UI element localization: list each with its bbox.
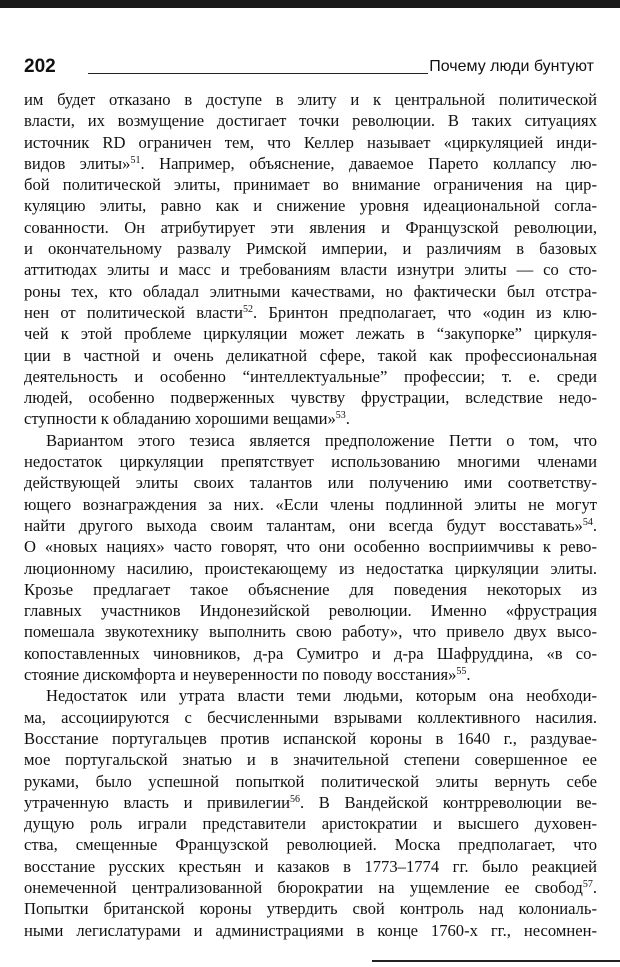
header-rule: [88, 73, 428, 74]
text-line: [24, 89, 597, 110]
line-text-continued: . В Вандейской контрреволюции ве-: [300, 792, 597, 812]
paragraph: [24, 89, 597, 430]
line-text-continued: . Бринтон предполагает, что «один из клю-: [253, 302, 597, 322]
text-line: [24, 195, 597, 216]
text-line: [24, 238, 597, 259]
text-line: [24, 366, 597, 387]
line-text: деятельность и особенно “интеллектуальные” профессии; т. е. среди: [24, 366, 597, 386]
line-text: люционному насилию, проистекающему из недостатка циркуляции элиты.: [24, 558, 597, 578]
line-text: онемеченной централизованной бюрократии на ущемление ее свобод: [24, 877, 583, 897]
line-text-continued: .: [592, 877, 597, 897]
line-text: ма, ассоциируются с бесчисленными взрывами коллективного насилия.: [24, 707, 597, 727]
top-border-rule: [0, 0, 620, 8]
text-line: [24, 451, 597, 472]
line-text: О «новых нациях» часто говорят, что они особенно восприимчивы к рево-: [24, 537, 597, 557]
line-text: аттитюдах элиты и масс и требованиям власти изнутри элиты — со сто-: [24, 260, 597, 280]
page-number: 202: [24, 56, 56, 77]
line-text: мое португальской знатью и в значительной степени совершенное ее: [24, 750, 597, 770]
line-text: ными легислатурами и администрациями в конце 1760-х гг., несомнен-: [24, 920, 597, 940]
text-line: [24, 813, 597, 834]
line-text: бой политической элиты, принимает во внимание ограничения на цир-: [24, 175, 597, 195]
line-text: Попытки британской короны утвердить свой контроль над колониаль-: [24, 899, 597, 919]
footnote-ref: 57: [582, 878, 593, 890]
line-text: главных участников Индонезийской революции. Именно «фрустрация: [24, 601, 597, 621]
footnote-ref: 51: [130, 154, 141, 166]
text-line: [24, 302, 597, 323]
text-line: [24, 664, 597, 685]
text-line: [24, 749, 597, 770]
text-line: [24, 174, 597, 195]
line-text: действующей элиты своих талантов или получению ими соответству-: [24, 473, 597, 493]
text-line: [24, 536, 597, 557]
paragraph: [24, 430, 597, 686]
line-text: сованности. Он атрибутирует эти явления и Французской революции,: [24, 217, 597, 237]
footnote-ref: 55: [456, 666, 467, 678]
text-line: [24, 579, 597, 600]
line-text: нен от политической власти: [24, 302, 243, 322]
text-line: [24, 877, 597, 898]
line-text: руками, было успешной попыткой политической элиты вернуть себе: [24, 771, 597, 791]
line-text: роны тех, кто обладал элитными качествами, но фактически был отстра-: [24, 281, 597, 301]
line-text: им будет отказано в доступе в элиту и к центральной политической: [24, 90, 597, 109]
text-line: [24, 494, 597, 515]
line-text: Недостаток или утрата власти теми людьми, которым она необходи-: [46, 686, 597, 706]
text-line: [24, 515, 597, 536]
running-title: Почему люди бунтуют: [429, 58, 594, 75]
text-line: [24, 856, 597, 877]
text-line: [24, 217, 597, 238]
line-text: чей к этой проблеме циркуляции может лежать в “закупорке” циркуля-: [24, 324, 597, 344]
line-text: стояние дискомфорта и неуверенности по поводу восстания»: [24, 665, 457, 685]
text-line: [24, 472, 597, 493]
line-text: источник RD ограничен тем, что Келлер называет «циркуляцией инди-: [24, 132, 597, 152]
text-line: [24, 834, 597, 855]
line-text: Крозье предлагает такое объяснение для поведения некоторых из: [24, 579, 597, 599]
body-text: [24, 89, 597, 941]
text-line: [24, 153, 597, 174]
text-line: [24, 600, 597, 621]
line-text: дущую роль играли представители аристократии и высшего духовен-: [24, 814, 597, 834]
bottom-rule: [372, 960, 620, 962]
text-line: [24, 558, 597, 579]
text-line: [24, 430, 597, 451]
line-text: копоставленных чиновников, д-ра Сумитро и д-ра Шафруддина, «в со-: [24, 643, 597, 663]
text-line: [24, 728, 597, 749]
text-line: [24, 771, 597, 792]
text-line: [24, 281, 597, 302]
text-line: [24, 792, 597, 813]
line-text: найти другого выхода своим талантам, они всегда будут восставать»: [24, 515, 583, 535]
text-line: [24, 643, 597, 664]
line-text: восстание русских крестьян и казаков в 1773–1774 гг. было реакцией: [24, 856, 597, 876]
text-line: [24, 345, 597, 366]
text-line: [24, 685, 597, 706]
text-line: [24, 920, 597, 941]
line-text: ющего вознаграждения за них. «Если члены подлинной элиты не могут: [24, 494, 597, 514]
line-text: недостаток циркуляции препятствует использованию многими членами: [24, 452, 597, 472]
text-line: [24, 707, 597, 728]
text-line: [24, 621, 597, 642]
line-text: Восстание португальцев против испанской короны в 1640 г., раздувае-: [24, 728, 597, 748]
line-text: людей, особенно подверженных чувству фрустрации, вследствие недо-: [24, 388, 597, 408]
line-text-continued: .: [592, 515, 597, 535]
text-line: [24, 259, 597, 280]
line-text-continued: . Например, объяснение, даваемое Парето коллапсу лю-: [140, 153, 597, 173]
line-text: ции в частной и очень деликатной сфере, такой как профессиональная: [24, 345, 597, 365]
footnote-ref: 52: [243, 303, 253, 315]
text-line: [24, 110, 597, 131]
footnote-ref: 56: [290, 793, 301, 805]
text-line: [24, 387, 597, 408]
paragraph: [24, 685, 597, 941]
footnote-ref: 54: [582, 516, 593, 528]
line-text-continued: .: [466, 665, 471, 685]
text-line: [24, 408, 597, 429]
line-text: помешала звукотехнику выполнить свою работу», что привело двух высо-: [24, 622, 597, 642]
text-line: [24, 132, 597, 153]
line-text: ства, смещенные Французской революцией. Моска предполагает, что: [24, 835, 597, 855]
line-text: утраченную власть и привилегии: [24, 792, 291, 812]
line-text: ступности к обладанию хорошими вещами»: [24, 409, 336, 429]
line-text: Вариантом этого тезиса является предположение Петти о том, что: [46, 430, 597, 450]
footnote-ref: 53: [335, 410, 346, 422]
page-header: [0, 56, 620, 80]
line-text: видов элиты»: [24, 153, 131, 173]
line-text-continued: .: [345, 409, 350, 429]
line-text: и окончательному развалу Римской империи, и различиям в базовых: [24, 239, 597, 259]
text-line: [24, 898, 597, 919]
text-line: [24, 323, 597, 344]
line-text: куляцию элиты, равно как и снижение уровня идеациональной согла-: [24, 196, 597, 216]
line-text: власти, их возмущение достигает точки революции. В таких ситуациях: [24, 111, 597, 131]
